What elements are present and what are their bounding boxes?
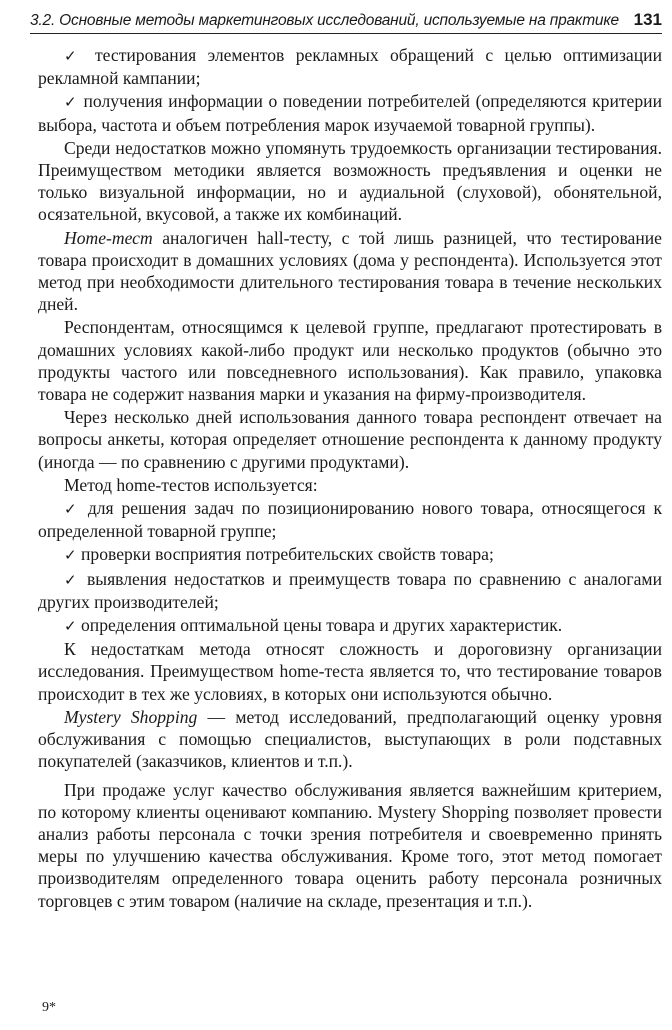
term: Home-тест (64, 227, 153, 248)
paragraph-text: выявления недостатков и преимуществ товара по сравнению с аналогами других производителей; (38, 568, 662, 612)
running-head: 3.2. Основные методы маркетинговых исследований, используемые на практике (30, 12, 619, 29)
paragraph (38, 706, 662, 773)
paragraph-text: При продаже услуг качество обслуживания является важнейшим критерием, по которому клиенты оценивают компанию. Mystery Shopping позволяет провести анализ работы персонала с точки зрения потребителя и своевременно принять меры по улучшению качества обслуживания. Кроме того, этот метод помогает производителям определенного товара оценить работу персонала розничных торговцев с этим товаром (наличие на складе, презентация и т.п.). (38, 779, 662, 911)
paragraph-text: проверки восприятия потребительских свойств товара; (80, 544, 494, 565)
paragraph-text: Метод home-тестов используется: (64, 474, 318, 495)
paragraph-text: получения информации о поведении потребителей (определяются критерии выбора, частота и объем потребления марок изучаемой товарной группы). (38, 91, 662, 135)
term: Mystery Shopping (64, 706, 198, 727)
paragraph (38, 406, 662, 473)
paragraph-text: Через несколько дней использования данного товара респондент отвечает на вопросы анкеты, которая определяет отношение респондента к данному продукту (иногда — по сравнению с другими продуктами). (38, 407, 662, 472)
page-header (30, 6, 662, 34)
checkmark-icon: ✓ (64, 570, 80, 589)
paragraph (38, 137, 662, 226)
paragraph-text: К недостаткам метода относят сложность и дороговизну организации исследования. Преимуществом home-теста является то, что тестирование товаров происходит в тех же условиях, в которых они используются обычно. (38, 639, 662, 704)
paragraph-text: для решения задач по позиционированию нового товара, относящегося к определенной товарной группе; (38, 498, 662, 542)
bullet-paragraph (38, 568, 662, 613)
paragraph-text: тестирования элементов рекламных обращений с целью оптимизации рекламной кампании; (38, 45, 662, 89)
paragraph-text: Респондентам, относящимся к целевой группе, предлагают протестировать в домашних условиях какой-либо продукт или несколько продуктов (обычно это продукты частого или повседневного использования). Как правило, упаковка товара не содержит названия марки и указания на фирму-производителя. (38, 317, 662, 405)
bullet-paragraph (38, 44, 662, 89)
paragraph (38, 474, 662, 496)
paragraph-text: определения оптимальной цены товара и других характеристик. (80, 615, 563, 636)
checkmark-icon: ✓ (64, 47, 84, 65)
signature-mark: 9* (42, 1000, 56, 1015)
paragraph (38, 779, 662, 912)
body-text (38, 44, 662, 913)
bullet-paragraph (38, 543, 662, 566)
bullet-paragraph (38, 614, 662, 637)
page-number: 131 (633, 10, 662, 29)
paragraph (38, 227, 662, 316)
checkmark-icon: ✓ (64, 546, 77, 565)
paragraph-text: аналогичен hall-тесту, с той лишь разницей, что тестирование товара происходит в домашних условиях (дома у респондента). Используется этот метод при необходимости длительного тестирования товара в течение нескольких дней. (38, 227, 662, 315)
checkmark-icon: ✓ (64, 500, 80, 519)
checkmark-icon: ✓ (64, 617, 77, 636)
paragraph (38, 638, 662, 705)
bullet-paragraph (38, 497, 662, 542)
paragraph-text: — метод исследований, предполагающий оценку уровня обслуживания с помощью специалистов, выступающих в роли подставных покупателей (заказчиков, клиентов и т.п.). (38, 706, 662, 772)
paragraph (38, 316, 662, 405)
bullet-paragraph (38, 90, 662, 135)
checkmark-icon: ✓ (64, 93, 78, 112)
paragraph-text: Среди недостатков можно упомянуть трудоемкость организации тестирования. Преимуществом методики является возможность предъявления и оценки не только визуальной информации, но и аудиальной (слуховой), обонятельной, осязательной, вкусовой, а также их комбинаций. (38, 137, 662, 225)
